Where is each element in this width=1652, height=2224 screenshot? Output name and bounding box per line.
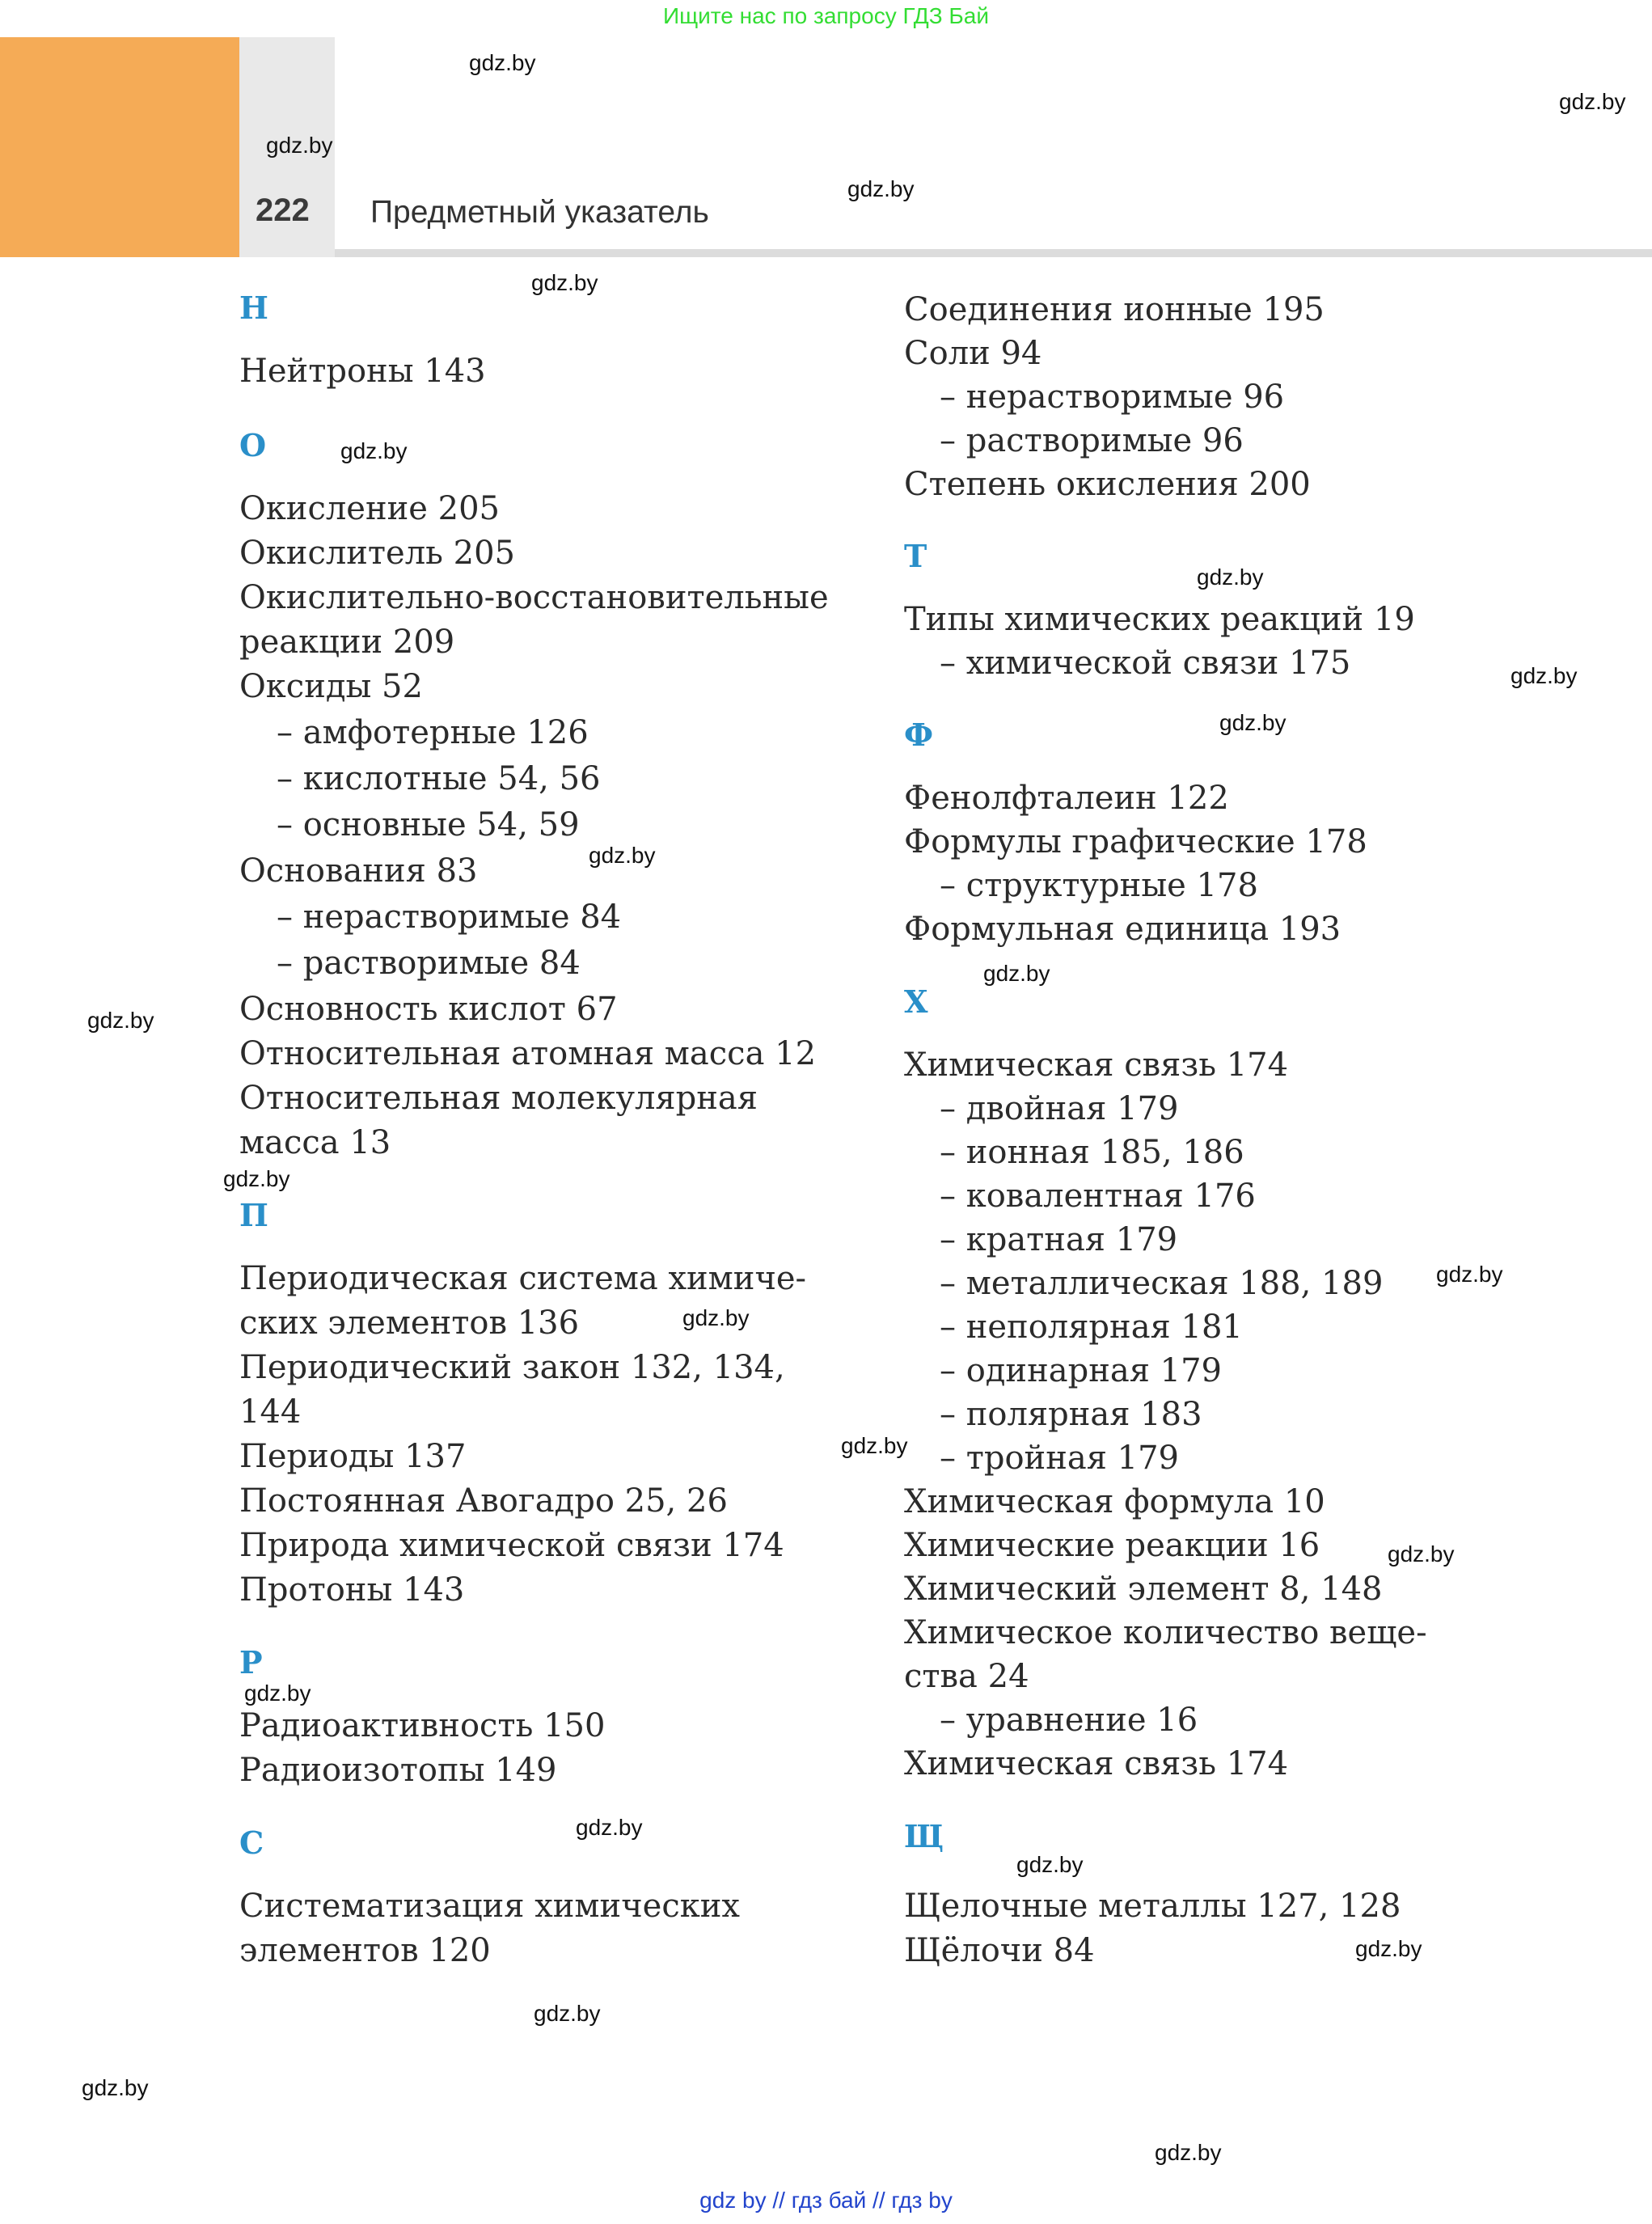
watermark: gdz.by xyxy=(469,50,536,75)
index-entry: масса 13 xyxy=(239,1124,391,1161)
index-entry: Периодическая система химиче- xyxy=(239,1260,807,1297)
header-orange-block xyxy=(0,37,239,257)
watermark: gdz.by xyxy=(1510,663,1578,688)
index-entry: Основания 83 xyxy=(239,852,478,890)
watermark: gdz.by xyxy=(531,270,598,295)
watermark: gdz.by xyxy=(1559,89,1626,114)
watermark: gdz.by xyxy=(82,2075,149,2100)
footer-links[interactable]: gdz by // гдз бай // гдз by xyxy=(699,2188,953,2213)
index-entry: Окислительно-восстановительные xyxy=(239,579,829,616)
index-entry: Соединения ионные 195 xyxy=(904,291,1325,328)
watermark: gdz.by xyxy=(576,1815,643,1840)
index-entry: Формульная единица 193 xyxy=(904,911,1341,948)
index-entry: Фенолфталеин 122 xyxy=(904,780,1229,817)
watermark: gdz.by xyxy=(266,133,333,158)
index-subentry: – металлическая 188, 189 xyxy=(940,1265,1384,1302)
index-subentry: – тройная 179 xyxy=(940,1440,1179,1477)
index-entry: Химический элемент 8, 148 xyxy=(904,1571,1383,1608)
index-entry: Окисление 205 xyxy=(239,490,500,527)
watermark: gdz.by xyxy=(534,2001,601,2026)
index-entry: Химическое количество веще- xyxy=(904,1614,1427,1651)
index-subentry: – растворимые 96 xyxy=(940,422,1244,459)
index-entry: Радиоактивность 150 xyxy=(239,1707,606,1744)
watermark: gdz.by xyxy=(841,1433,908,1458)
index-entry: Относительная молекулярная xyxy=(239,1080,758,1117)
index-entry: Природа химической связи 174 xyxy=(239,1527,784,1564)
watermark: gdz.by xyxy=(1197,564,1264,590)
index-subentry: – нерастворимые 96 xyxy=(940,378,1285,416)
index-subentry: – кислотные 54, 56 xyxy=(277,760,601,797)
index-entry: Нейтроны 143 xyxy=(239,353,486,390)
watermark: gdz.by xyxy=(847,176,915,201)
index-subentry: – основные 54, 59 xyxy=(277,806,580,844)
index-entry: элементов 120 xyxy=(239,1932,491,1969)
index-entry: Радиоизотопы 149 xyxy=(239,1752,557,1789)
index-entry: реакции 209 xyxy=(239,624,455,661)
index-subentry: – ковалентная 176 xyxy=(940,1178,1256,1215)
index-entry: Типы химических реакций 19 xyxy=(904,601,1415,638)
page-title: Предметный указатель xyxy=(370,195,709,230)
index-letter: Ф xyxy=(904,717,934,753)
page-number: 222 xyxy=(256,192,310,228)
index-entry: Оксиды 52 xyxy=(239,668,423,705)
index-entry: ства 24 xyxy=(904,1658,1029,1695)
index-entry: Щёлочи 84 xyxy=(904,1932,1095,1969)
index-entry: 144 xyxy=(239,1393,302,1431)
index-entry: Периоды 137 xyxy=(239,1438,467,1475)
index-subentry: – уравнение 16 xyxy=(940,1702,1198,1739)
index-entry: Относительная атомная масса 12 xyxy=(239,1035,817,1072)
index-letter: Р xyxy=(239,1644,263,1681)
watermark: gdz.by xyxy=(1016,1852,1084,1877)
watermark: gdz.by xyxy=(223,1166,290,1191)
top-banner: Ищите нас по запросу ГДЗ Бай xyxy=(662,3,990,28)
index-letter: С xyxy=(239,1824,264,1861)
index-entry: Щелочные металлы 127, 128 xyxy=(904,1888,1401,1925)
index-subentry: – неполярная 181 xyxy=(940,1309,1243,1346)
index-entry: Химическая связь 174 xyxy=(904,1046,1289,1084)
watermark: gdz.by xyxy=(340,438,408,463)
index-letter: П xyxy=(239,1197,268,1233)
index-entry: Соли 94 xyxy=(904,335,1042,372)
header-rule xyxy=(335,249,1652,257)
index-subentry: – амфотерные 126 xyxy=(277,714,589,751)
watermark: gdz.by xyxy=(1355,1936,1422,1961)
index-entry: Формулы графические 178 xyxy=(904,823,1367,860)
index-entry: ских элементов 136 xyxy=(239,1304,580,1342)
index-subentry: – растворимые 84 xyxy=(277,945,581,982)
index-entry: Окислитель 205 xyxy=(239,535,515,572)
index-letter: Т xyxy=(904,538,927,574)
index-entry: Протоны 143 xyxy=(239,1571,465,1609)
index-letter: Н xyxy=(239,290,268,326)
index-entry: Основность кислот 67 xyxy=(239,991,618,1028)
index-subentry: – структурные 178 xyxy=(940,867,1258,904)
index-subentry: – полярная 183 xyxy=(940,1396,1202,1433)
index-subentry: – химической связи 175 xyxy=(940,645,1351,682)
watermark: gdz.by xyxy=(1219,710,1287,735)
index-entry: Химическая формула 10 xyxy=(904,1483,1325,1520)
watermark: gdz.by xyxy=(682,1305,750,1330)
index-letter: О xyxy=(239,427,267,463)
index-letter: Щ xyxy=(904,1818,944,1854)
index-entry: Химическая связь 174 xyxy=(904,1745,1289,1782)
index-entry: Химические реакции 16 xyxy=(904,1527,1320,1564)
index-subentry: – ионная 185, 186 xyxy=(940,1134,1244,1171)
index-entry: Периодический закон 132, 134, xyxy=(239,1349,785,1386)
watermark: gdz.by xyxy=(983,961,1050,986)
watermark: gdz.by xyxy=(1436,1262,1503,1287)
watermark: gdz.by xyxy=(589,843,656,868)
index-subentry: – кратная 179 xyxy=(940,1221,1178,1258)
index-subentry: – двойная 179 xyxy=(940,1090,1179,1127)
index-subentry: – нерастворимые 84 xyxy=(277,898,622,936)
index-letter: Х xyxy=(904,983,928,1020)
watermark: gdz.by xyxy=(1155,2140,1222,2165)
index-subentry: – одинарная 179 xyxy=(940,1352,1223,1389)
index-entry: Постоянная Авогадро 25, 26 xyxy=(239,1482,728,1520)
index-entry: Степень окисления 200 xyxy=(904,466,1311,503)
watermark: gdz.by xyxy=(244,1681,311,1706)
watermark: gdz.by xyxy=(1388,1541,1455,1567)
index-entry: Систематизация химических xyxy=(239,1888,740,1925)
watermark: gdz.by xyxy=(87,1008,154,1033)
